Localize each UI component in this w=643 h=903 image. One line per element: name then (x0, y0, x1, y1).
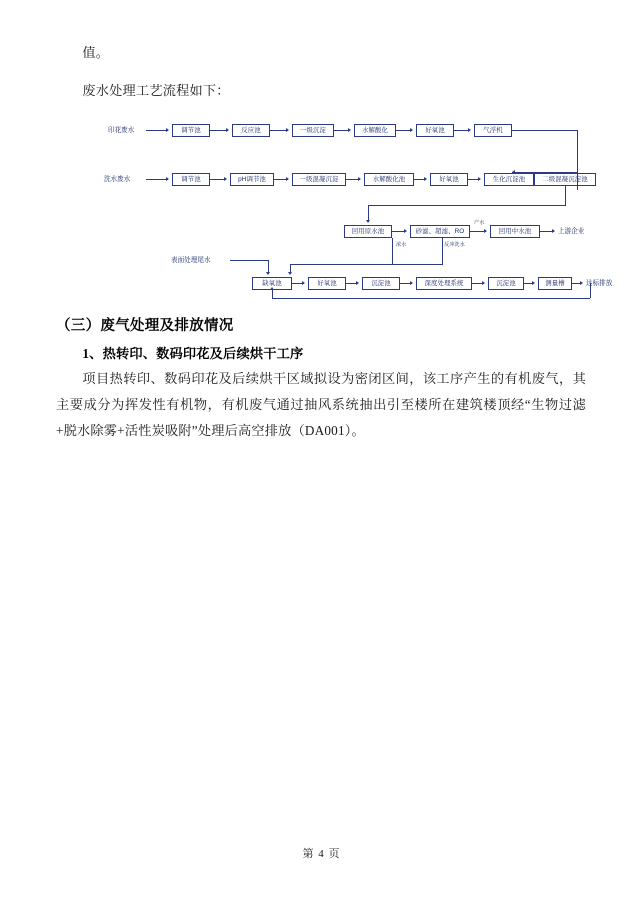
arrow (286, 128, 289, 132)
arrow (266, 272, 270, 275)
connector (577, 130, 578, 172)
connector (392, 238, 393, 265)
arrow (166, 128, 169, 132)
arrow (410, 281, 413, 285)
connector (272, 290, 273, 298)
flow-node-r2-2: 一级混凝沉淀 (292, 173, 346, 186)
arrow (226, 128, 229, 132)
flow-node-r1-5: 气浮机 (474, 124, 512, 137)
flow-node-r2-0: 调节池 (172, 173, 210, 186)
connector (146, 130, 168, 131)
flow-node-r3-0: 回用原水池 (344, 225, 392, 238)
flow-label-surface-treatment-tailwater: 表面处理尾水 (171, 257, 211, 264)
flow-node-r2-6: 二级混凝沉淀池 (534, 173, 596, 186)
page-footer: 第 4 页 (302, 848, 341, 860)
arrow (288, 272, 292, 275)
section-heading: （三）废气处理及排放情况 (56, 318, 234, 334)
arrow (166, 177, 169, 181)
arrow (580, 281, 583, 285)
paragraph-continuation: 值。 (82, 45, 110, 60)
flow-label-concentrate: 浓水 (396, 242, 407, 248)
arrow (356, 281, 359, 285)
flow-node-r4-1: 好氧池 (308, 277, 346, 290)
wastewater-flow-diagram (56, 110, 613, 300)
flow-node-r1-2: 一级沉淀 (292, 124, 334, 137)
connector (590, 283, 591, 298)
connector (577, 172, 578, 190)
arrow (286, 177, 289, 181)
flow-node-r1-4: 好氧池 (416, 124, 454, 137)
flow-node-r2-1: pH调节池 (230, 173, 274, 186)
arrow (358, 177, 361, 181)
flow-node-r3-end: 回用中水池 (490, 225, 540, 238)
flow-label-backwash-water: 反冲洗水 (444, 242, 465, 248)
flow-node-r1-0: 调节池 (172, 124, 210, 137)
flow-node-r1-1: 反应池 (232, 124, 270, 137)
connector (272, 298, 590, 299)
flow-node-r2-4: 好氧池 (430, 173, 468, 186)
connector (512, 130, 578, 131)
page-content (56, 40, 613, 860)
flow-label-printing-wastewater: 印花废水 (108, 127, 135, 134)
flow-node-r4-5: 测量槽 (538, 277, 572, 290)
connector (368, 205, 566, 206)
arrow (404, 229, 407, 233)
arrow (410, 128, 413, 132)
flow-node-r4-0: 缺氧池 (252, 277, 292, 290)
flow-node-r4-3: 深度处理系统 (416, 277, 472, 290)
arrow (478, 177, 481, 181)
flow-node-r3-1: 砂滤、超滤、RO (410, 225, 470, 238)
flow-node-r1-3: 水解酸化 (354, 124, 396, 137)
flow-label-upstream-enterprise: 上游企业 (558, 228, 585, 235)
flow-node-r4-2: 沉淀池 (362, 277, 400, 290)
arrow (482, 281, 485, 285)
flow-intro-paragraph: 废水处理工艺流程如下： (82, 83, 230, 98)
flow-label-compliant-discharge: 达标排放 (586, 280, 613, 287)
arrow (302, 281, 305, 285)
connector (230, 260, 268, 261)
connector (146, 179, 168, 180)
flow-node-r2-3: 水解酸化池 (364, 173, 414, 186)
subsection-heading: 1、热转印、数码印花及后续烘干工序 (82, 346, 304, 361)
arrow (424, 177, 427, 181)
arrow (224, 177, 227, 181)
body-paragraph: 项目热转印、数码印花及后续烘干区域拟设为密闭区间，该工序产生的有机废气，其主要成分为挥发性有机物，有机废气通过抽风系统抽出引至楼所在建筑楼顶经“生物过滤+脱水除雾+活性炭吸附”处理后高空排放（DA001）。 (56, 371, 586, 438)
connector (565, 186, 566, 206)
arrow (348, 128, 351, 132)
flow-label-washing-wastewater: 洗水废水 (104, 176, 131, 183)
arrow (484, 229, 487, 233)
arrow (270, 287, 274, 290)
flow-label-product-water: 产水 (474, 220, 485, 226)
arrow (552, 229, 555, 233)
arrow (532, 281, 535, 285)
connector (290, 264, 442, 265)
arrow (468, 128, 471, 132)
arrow (366, 220, 370, 223)
connector (442, 238, 443, 265)
flow-node-r4-4: 沉淀池 (488, 277, 524, 290)
flow-node-r2-5: 生化沉淀池 (484, 173, 534, 186)
